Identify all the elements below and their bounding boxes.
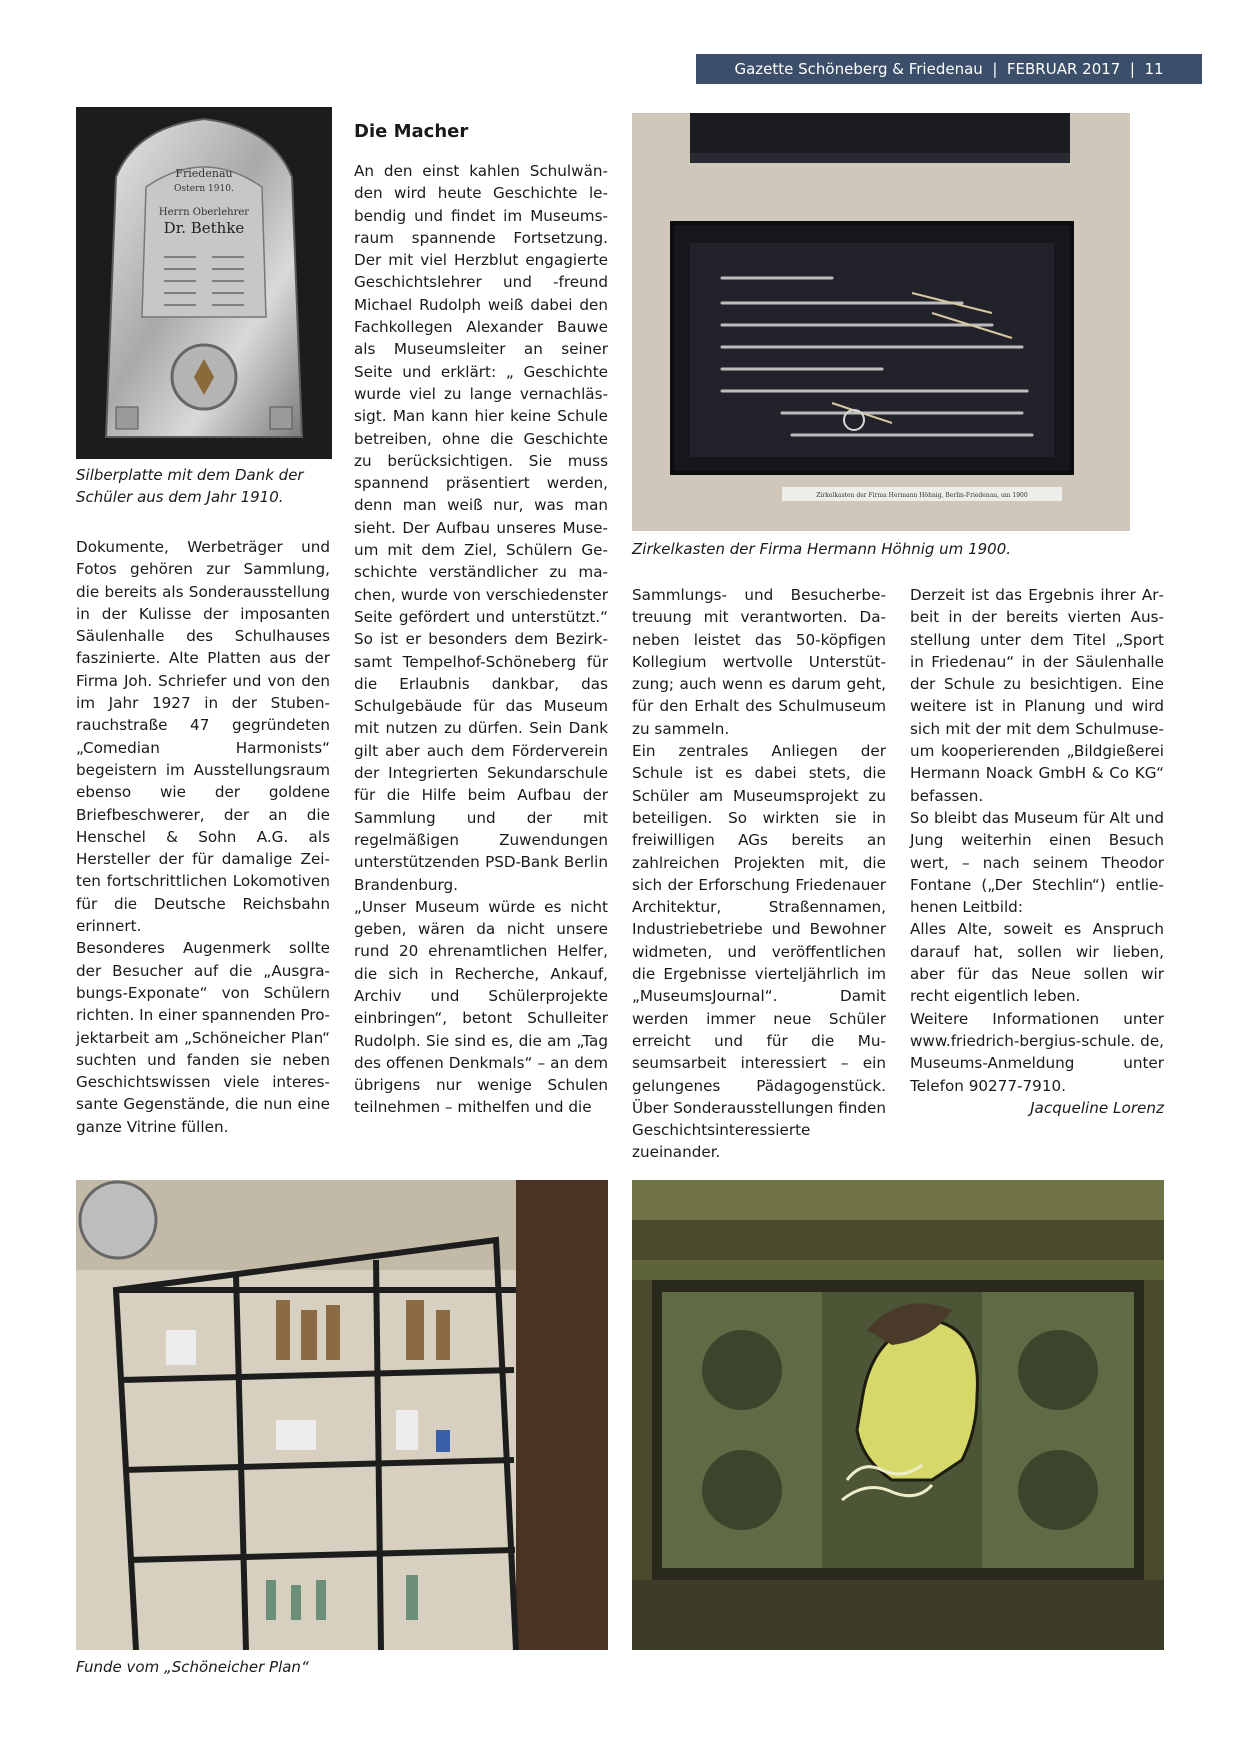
- compass-label-text: Zirkelkasten der Firma Hermann Höhnig, Berlin-Friedenau, um 1900: [816, 492, 1028, 499]
- col1-paragraph-2: Besonderes Augenmerk sollte der Besucher auf die „Ausgrabungs-Exponate“ von Schülern richten. In einer spannenden Projektarbeit am „Schöneicher Plan“ suchten und fanden sie neben Geschichtswissen viele interessante Gegenstände, die nun eine ganze Vitrine füllen.: [76, 939, 330, 1136]
- col2-paragraph-2: „Unser Museum würde es nicht geben, wären da nicht unsere rund 20 ehrenamtlichen Helfer, die sich in Recherche, Ankauf, Archiv und Schülerprojekte einbringen“, betont Schulleiter Rudolph. Sie sind es, die am „Tag des offenen Denkmals“ – an dem übrigens nur wenige Schulen teilnehmen – mithelfen und die: [354, 897, 608, 1117]
- col4-paragraph-1: Derzeit ist das Ergebnis ihrer Arbeit in der bereits vierten Ausstellung unter dem Titel „Sport in Friedenau“ in der Säulenhalle der Schule zu besichtigen. Eine weitere ist in Planung und wird sich mit der mit dem Schulmuseum kooperierenden „Bildgießerei Hermann Noack GmbH & Co KG“ befassen.: [910, 586, 1164, 805]
- plate-name-text: Dr. Bethke: [163, 219, 245, 237]
- col2-paragraph-1: An den einst kahlen Schulwänden wird heute Geschichte lebendig und findet im Museumsraum spannende Fortsetzung. Der mit viel Herzblut engagierte Geschichtslehrer und -freund Michael Rudolph weiß dabei den Fachkollegen Alexander Bauwe als Museumsleiter an seiner Seite und erklärt: „ Geschichte wurde viel zu lange vernachlässigt. Man kann hier keine Schule betreiben, ohne die Geschichte zu berücksichtigen. Sie muss spannend präsentiert werden, denn man weiß nur, was man sieht. Der Aufbau unseres Museum mit dem Ziel, Schülern Geschichte verständlicher zu machen, wurde von verschiedenster Seite gefördert und unterstützt.“ So ist er besonders dem Bezirksamt Tempelhof-Schöneberg für die Erlaubnis dankbar, das Schulgebäude für das Museum mit nutzen zu dürfen. Sein Dank gilt aber auch dem Förderverein der Integrierten Sekundarschule für die Hilfe beim Aufbau der Sammlung und der mit regelmäßigen Zuwendungen unterstützenden PSD-Bank Berlin Brandenburg.: [354, 162, 608, 894]
- plate-caption: Silberplatte mit dem Dank der Schüler aus dem Jahr 1910.: [76, 466, 304, 506]
- col1-paragraph-1: Dokumente, Werbeträger und Fotos gehören zur Sammlung, die bereits als Sonderausstellung in der Kulisse der imposanten Säulenhalle des Schulhauses faszinierte. Alte Platten aus der Firma Joh. Schriefer und von den im Jahr 1927 in der Stubenrauchstraße 47 gegründeten „Comedian Harmonists“ begeistern im Ausstellungsraum ebenso wie der goldene Briefbeschwerer, der an die Henschel & Sohn A.G. als Hersteller der für damalige Zeiten fortschrittlichen Lokomotiven für die Deutsche Reichsbahn erinnert.: [76, 538, 330, 936]
- compass-case-photo: [632, 113, 1130, 531]
- column-3: [632, 584, 886, 1164]
- plate-year-text: Ostern 1910.: [174, 184, 234, 194]
- display-cabinet-photo: [76, 1180, 608, 1650]
- tile-relief-photo: [632, 1180, 1164, 1650]
- section-title: Die Macher: [354, 121, 469, 142]
- finds-caption: Funde vom „Schöneicher Plan“: [76, 1658, 309, 1676]
- col4-paragraph-3: Alles Alte, soweit es Anspruch darauf hat, sollen wir lieben, aber für das Neue sollen wir recht eigentlich leben.: [910, 920, 1164, 1006]
- column-4: [910, 584, 1164, 1119]
- column-1: [76, 536, 330, 1138]
- plate-teacher-text: Herrn Oberlehrer: [158, 207, 250, 218]
- header-text: Gazette Schöneberg & Friedenau | FEBRUAR 2017 | 11: [734, 60, 1164, 78]
- col4-paragraph-2: So bleibt das Museum für Alt und Jung weiterhin einen Besuch wert, – nach seinem Theodor Fontane („Der Stechlin“) entliehenen Leitbild:: [910, 808, 1164, 917]
- column-2: [354, 160, 608, 1119]
- col4-paragraph-4: Weitere Informationen unter www.friedrich-bergius-schule. de, Museums-Anmeldung unter Telefon 90277-7910.: [910, 1009, 1164, 1095]
- author-name: Jacqueline Lorenz: [1030, 1098, 1164, 1117]
- col3-paragraph-1: Sammlungs- und Besucherbetreuung mit verantworten. Daneben leistet das 50-köpfigen Kollegium wertvolle Unterstützung; auch wenn es darum geht, für den Erhalt des Schulmuseum zu sammeln.: [632, 586, 886, 738]
- page-header: [696, 54, 1202, 84]
- silver-plate-photo: [76, 107, 332, 459]
- col3-paragraph-2: Ein zentrales Anliegen der Schule ist es dabei stets, die Schüler am Museumsprojekt zu beteiligen. So wirkten sie in freiwilligen AGs bereits an zahlreichen Projekten mit, die sich der Erforschung Friedenauer Architektur, Straßennamen, Industriebetriebe und Bewohner widmeten, und veröffentlichen die Ergebnisse vierteljährlich im „MuseumsJournal“. Damit werden immer neue Schüler erreicht und für die Museumsarbeit interessiert – ein gelungenes Pädagogenstück. Über Sonderausstellungen finden Geschichtsinteressierte zueinander.: [632, 742, 886, 1162]
- plate-title-text: Friedenau: [175, 167, 233, 180]
- compass-caption: Zirkelkasten der Firma Hermann Höhnig um 1900.: [632, 540, 1012, 558]
